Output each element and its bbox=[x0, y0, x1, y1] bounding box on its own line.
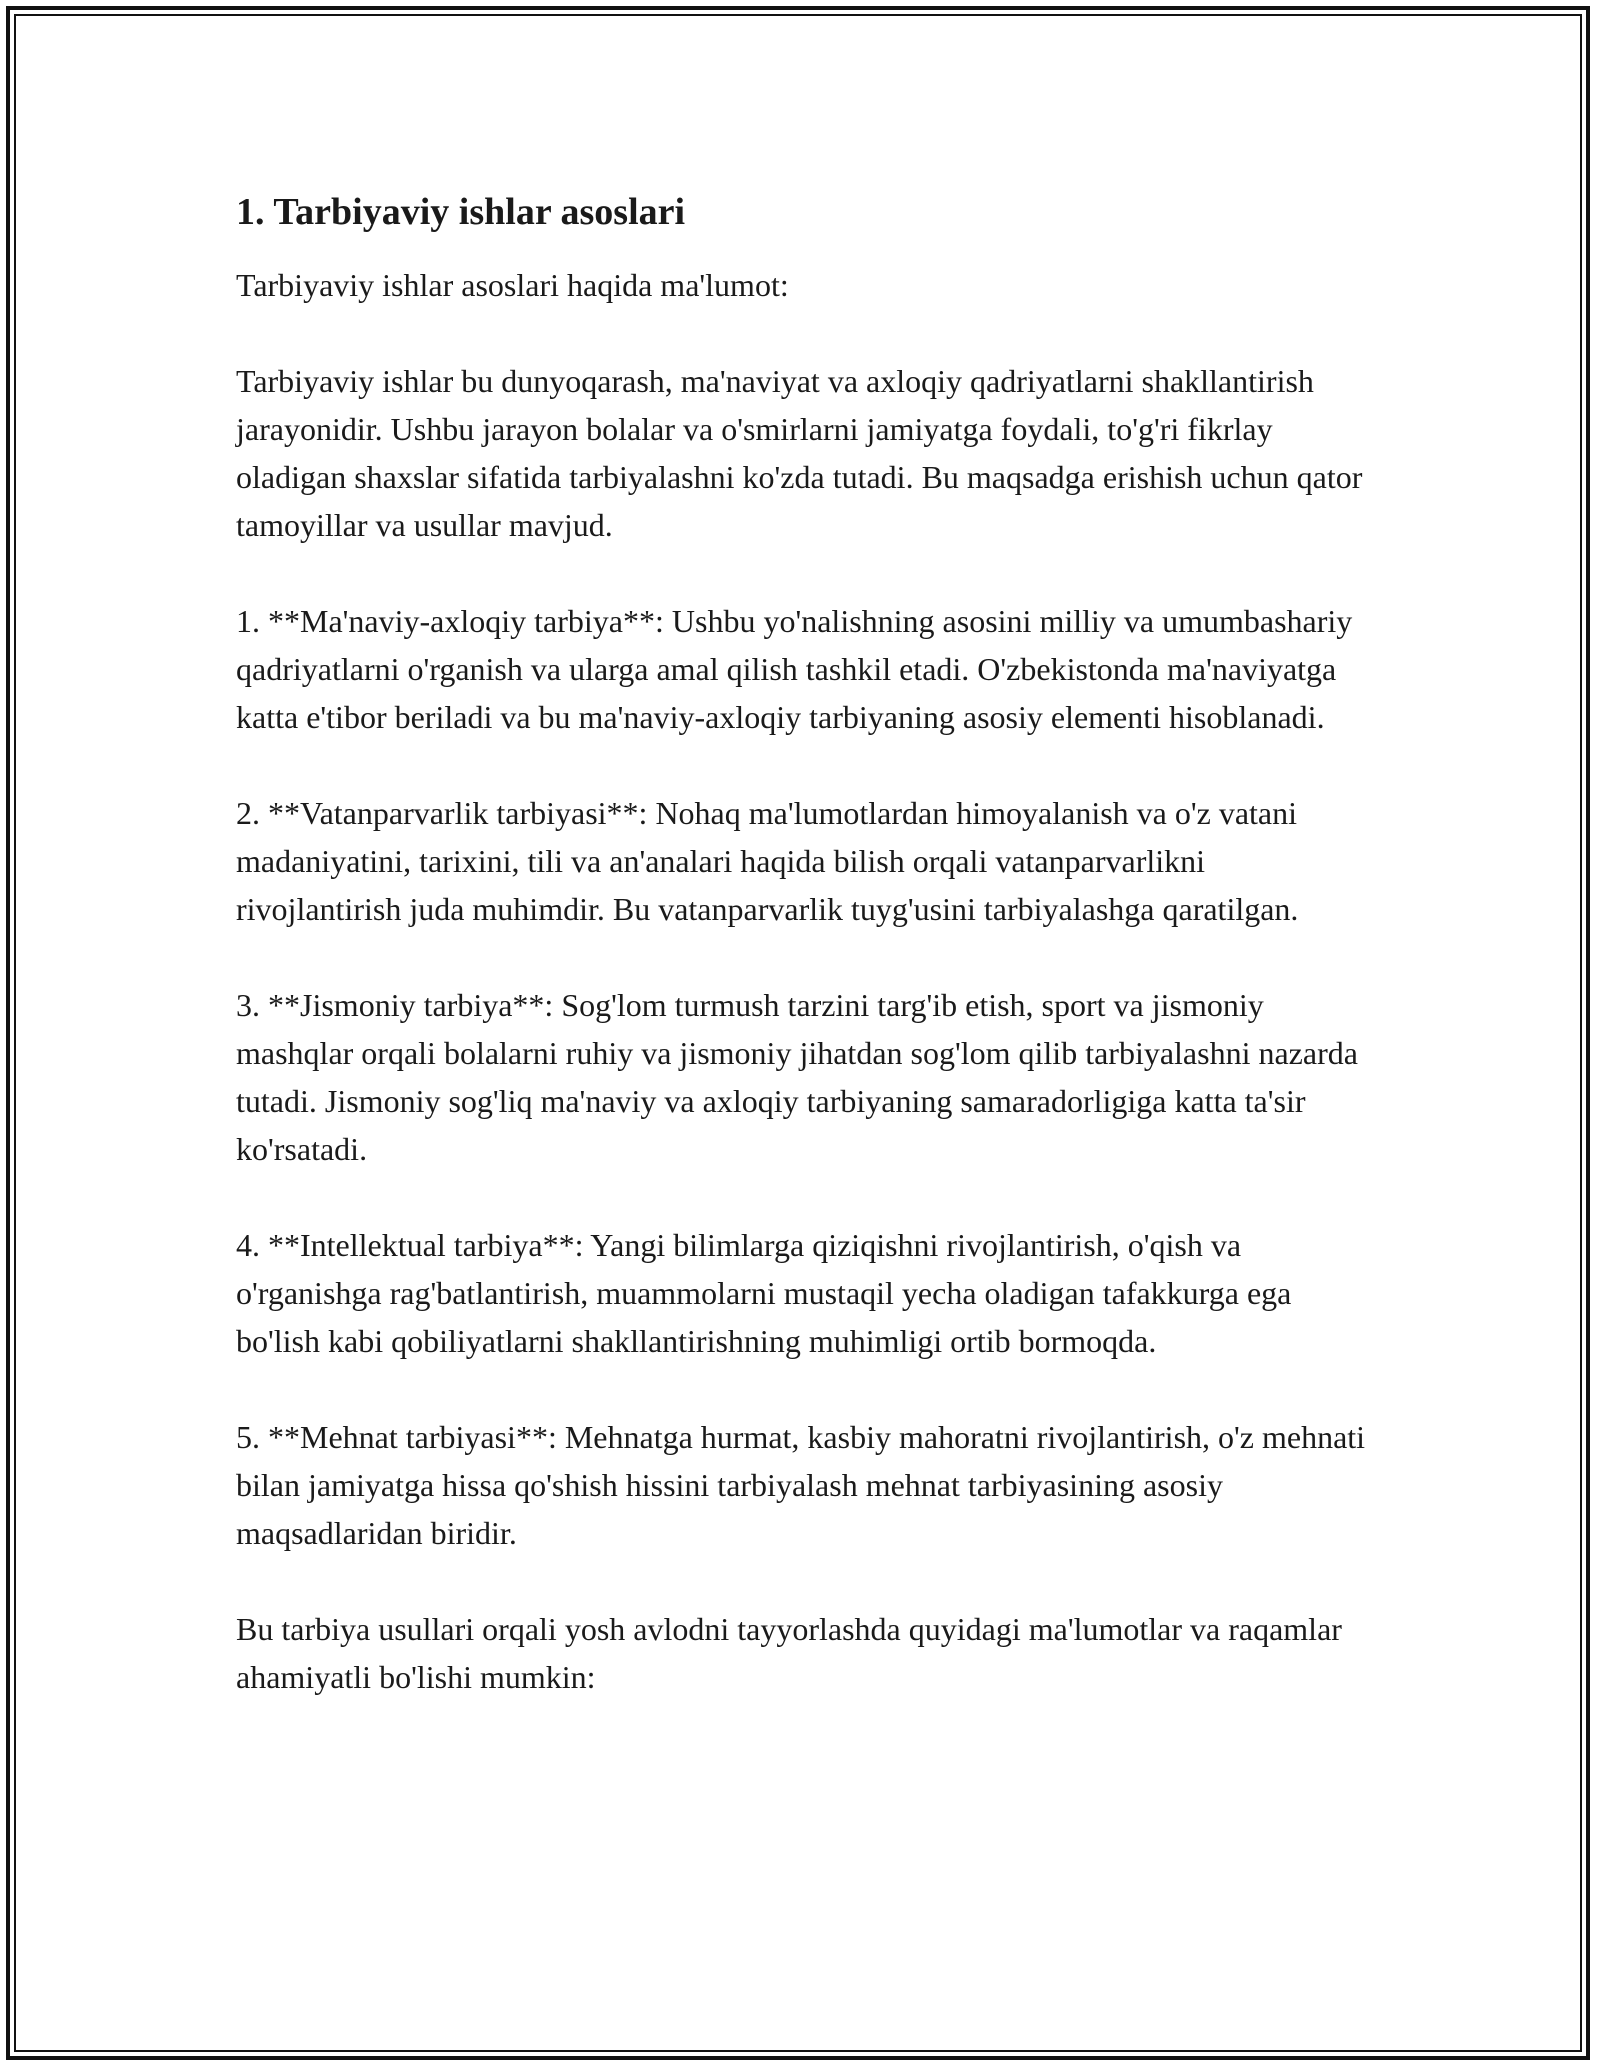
paragraph-physical-education: 3. **Jismoniy tarbiya**: Sog'lom turmush tarzini targ'ib etish, sport va jismoniy mashqlar orqali bolalarni ruhiy va jismoniy jihatdan sog'lom qilib tarbiyalashni nazarda tutadi. Jismoniy sog'liq ma'naviy va axloqiy tarbiyaning samaradorligiga katta ta'sir ko'rsatadi. bbox=[236, 987, 1358, 1167]
document-body bbox=[236, 188, 1376, 1701]
paragraph-patriotic-education: 2. **Vatanparvarlik tarbiyasi**: Nohaq ma'lumotlardan himoyalanish va o'z vatani madaniyatini, tarixini, tili va an'analari haqida bilish orqali vatanparvarlikni rivojlantirish juda muhimdir. Bu vatanparvarlik tuyg'usini tarbiyalashga qaratilgan. bbox=[236, 795, 1299, 927]
intro-line: Tarbiyaviy ishlar asoslari haqida ma'lumot: bbox=[236, 267, 789, 303]
paragraph-intellectual-education: 4. **Intellektual tarbiya**: Yangi bilimlarga qiziqishni rivojlantirish, o'qish va o'rganishga rag'batlantirish, muammolarni mustaqil yecha oladigan tafakkurga ega bo'lish kabi qobiliyatlarni shakllantirishning muhimligi ortib bormoqda. bbox=[236, 1227, 1292, 1359]
paragraph-labor-education: 5. **Mehnat tarbiyasi**: Mehnatga hurmat, kasbiy mahoratni rivojlantirish, o'z mehnati bilan jamiyatga hissa qo'shish hissini tarbiyalash mehnat tarbiyasining asosiy maqsadlaridan biridir. bbox=[236, 1419, 1366, 1551]
paragraph-moral-education: 1. **Ma'naviy-axloqiy tarbiya**: Ushbu yo'nalishning asosini milliy va umumbashariy qadriyatlarni o'rganish va ularga amal qilish tashkil etadi. O'zbekistonda ma'naviyatga katta e'tibor beriladi va bu ma'naviy-axloqiy tarbiyaning asosiy elementi hisoblanadi. bbox=[236, 603, 1353, 735]
document-title: 1. Tarbiyaviy ishlar asoslari bbox=[236, 191, 686, 233]
paragraph-conclusion: Bu tarbiya usullari orqali yosh avlodni tayyorlashda quyidagi ma'lumotlar va raqamlar ahamiyatli bo'lishi mumkin: bbox=[236, 1611, 1342, 1695]
paragraph-overview: Tarbiyaviy ishlar bu dunyoqarash, ma'naviyat va axloqiy qadriyatlarni shakllantirish jarayonidir. Ushbu jarayon bolalar va o'smirlarni jamiyatga foydali, to'g'ri fikrlay oladigan shaxslar sifatida tarbiyalashni ko'zda tutadi. Bu maqsadga erishish uchun qator tamoyillar va usullar mavjud. bbox=[236, 363, 1363, 543]
